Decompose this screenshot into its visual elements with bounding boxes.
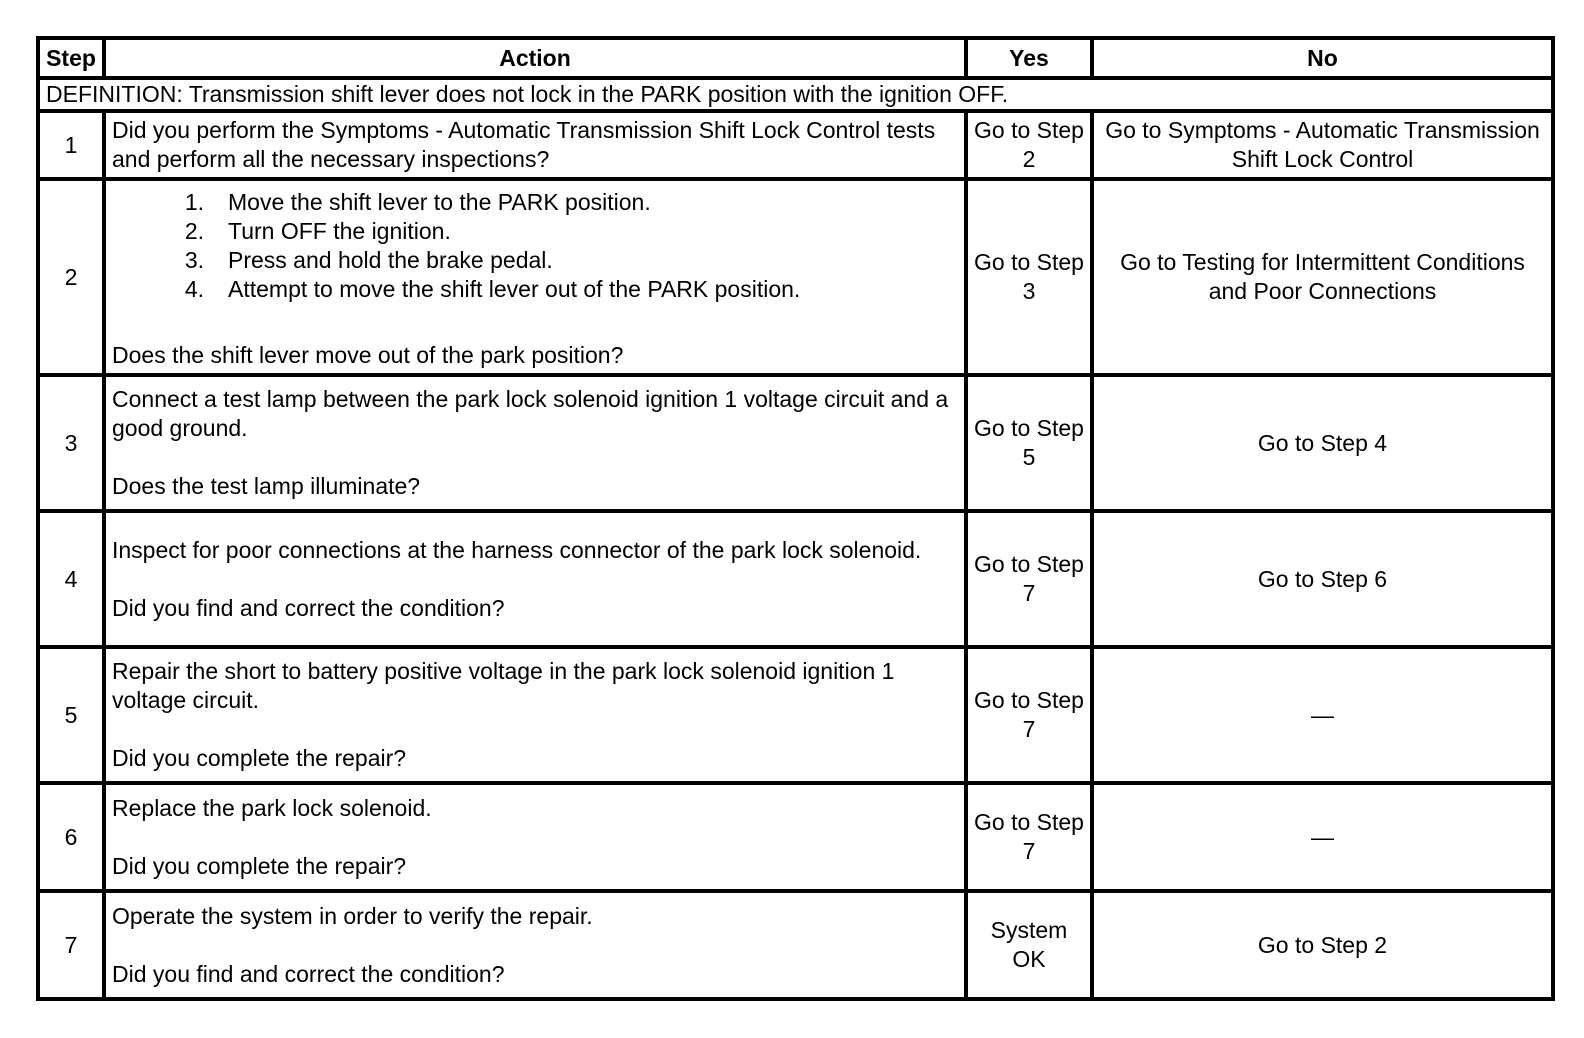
step-number: 3 xyxy=(38,375,104,511)
substep-text: Attempt to move the shift lever out of the PARK position. xyxy=(228,276,801,302)
question-text: Did you complete the repair? xyxy=(112,852,407,879)
substep-item xyxy=(112,246,958,275)
substep-text: Press and hold the brake pedal. xyxy=(228,247,553,273)
question-text: Did you find and correct the condition? xyxy=(112,594,505,621)
question-text: Did you complete the repair? xyxy=(112,745,407,771)
definition-row xyxy=(38,78,1553,111)
substep-text: Move the shift lever to the PARK position. xyxy=(228,189,651,215)
substep-item xyxy=(112,217,958,246)
substep-list xyxy=(112,184,958,304)
table-row xyxy=(38,375,1553,511)
table-row xyxy=(38,511,1553,647)
action-cell xyxy=(104,783,966,891)
yes-cell: Go to Step 7 xyxy=(966,783,1092,891)
table-row xyxy=(38,647,1553,783)
header-no: No xyxy=(1092,38,1553,78)
no-cell: Go to Step 2 xyxy=(1092,891,1553,999)
yes-cell: Go to Step 7 xyxy=(966,511,1092,647)
header-yes: Yes xyxy=(966,38,1092,78)
action-text: Connect a test lamp between the park lock solenoid ignition 1 voltage circuit and a good ground. xyxy=(112,386,949,441)
question-text: Does the shift lever move out of the park position? xyxy=(112,342,624,368)
table-row xyxy=(38,783,1553,891)
substep-number: 4. xyxy=(184,276,204,302)
substep-number: 3. xyxy=(184,247,204,273)
yes-cell: System OK xyxy=(966,891,1092,999)
step-number: 6 xyxy=(38,783,104,891)
yes-cell: Go to Step 2 xyxy=(966,111,1092,179)
step-number: 5 xyxy=(38,647,104,783)
no-cell: — xyxy=(1092,783,1553,891)
action-text: Inspect for poor connections at the harness connector of the park lock solenoid. xyxy=(112,536,922,563)
substep-item xyxy=(112,188,958,217)
substep-number: 1. xyxy=(184,189,204,215)
question-text: Does the test lamp illuminate? xyxy=(112,473,421,499)
no-cell: — xyxy=(1092,647,1553,783)
header-action: Action xyxy=(104,38,966,78)
diagnostic-table xyxy=(36,36,1555,1001)
substep-text: Turn OFF the ignition. xyxy=(228,218,451,244)
yes-cell: Go to Step 3 xyxy=(966,179,1092,375)
question-text: Did you find and correct the condition? xyxy=(112,960,505,987)
substep-item xyxy=(112,275,958,304)
table-row xyxy=(38,111,1553,179)
header-row xyxy=(38,38,1553,78)
yes-cell: Go to Step 7 xyxy=(966,647,1092,783)
no-cell: Go to Step 6 xyxy=(1092,511,1553,647)
table-row xyxy=(38,891,1553,999)
yes-cell: Go to Step 5 xyxy=(966,375,1092,511)
action-text: Did you perform the Symptoms - Automatic Transmission Shift Lock Control tests and perform all the necessary inspections? xyxy=(112,117,936,172)
action-cell xyxy=(104,647,966,783)
step-number: 7 xyxy=(38,891,104,999)
table-row xyxy=(38,179,1553,375)
action-text: Operate the system in order to verify the repair. xyxy=(112,902,593,929)
action-cell xyxy=(104,891,966,999)
header-step: Step xyxy=(38,38,104,78)
action-text: Repair the short to battery positive voltage in the park lock solenoid ignition 1 voltage circuit. xyxy=(112,658,895,713)
no-cell: Go to Step 4 xyxy=(1092,375,1553,511)
no-cell: Go to Symptoms - Automatic Transmission Shift Lock Control xyxy=(1092,111,1553,179)
substep-number: 2. xyxy=(184,218,204,244)
step-number: 1 xyxy=(38,111,104,179)
action-cell xyxy=(104,111,966,179)
no-cell: Go to Testing for Intermittent Conditions and Poor Connections xyxy=(1092,179,1553,375)
action-cell xyxy=(104,511,966,647)
step-number: 4 xyxy=(38,511,104,647)
action-text: Replace the park lock solenoid. xyxy=(112,794,432,821)
step-number: 2 xyxy=(38,179,104,375)
action-cell xyxy=(104,179,966,375)
action-cell xyxy=(104,375,966,511)
definition-text: DEFINITION: Transmission shift lever does not lock in the PARK position with the ignition OFF. xyxy=(38,78,1553,111)
